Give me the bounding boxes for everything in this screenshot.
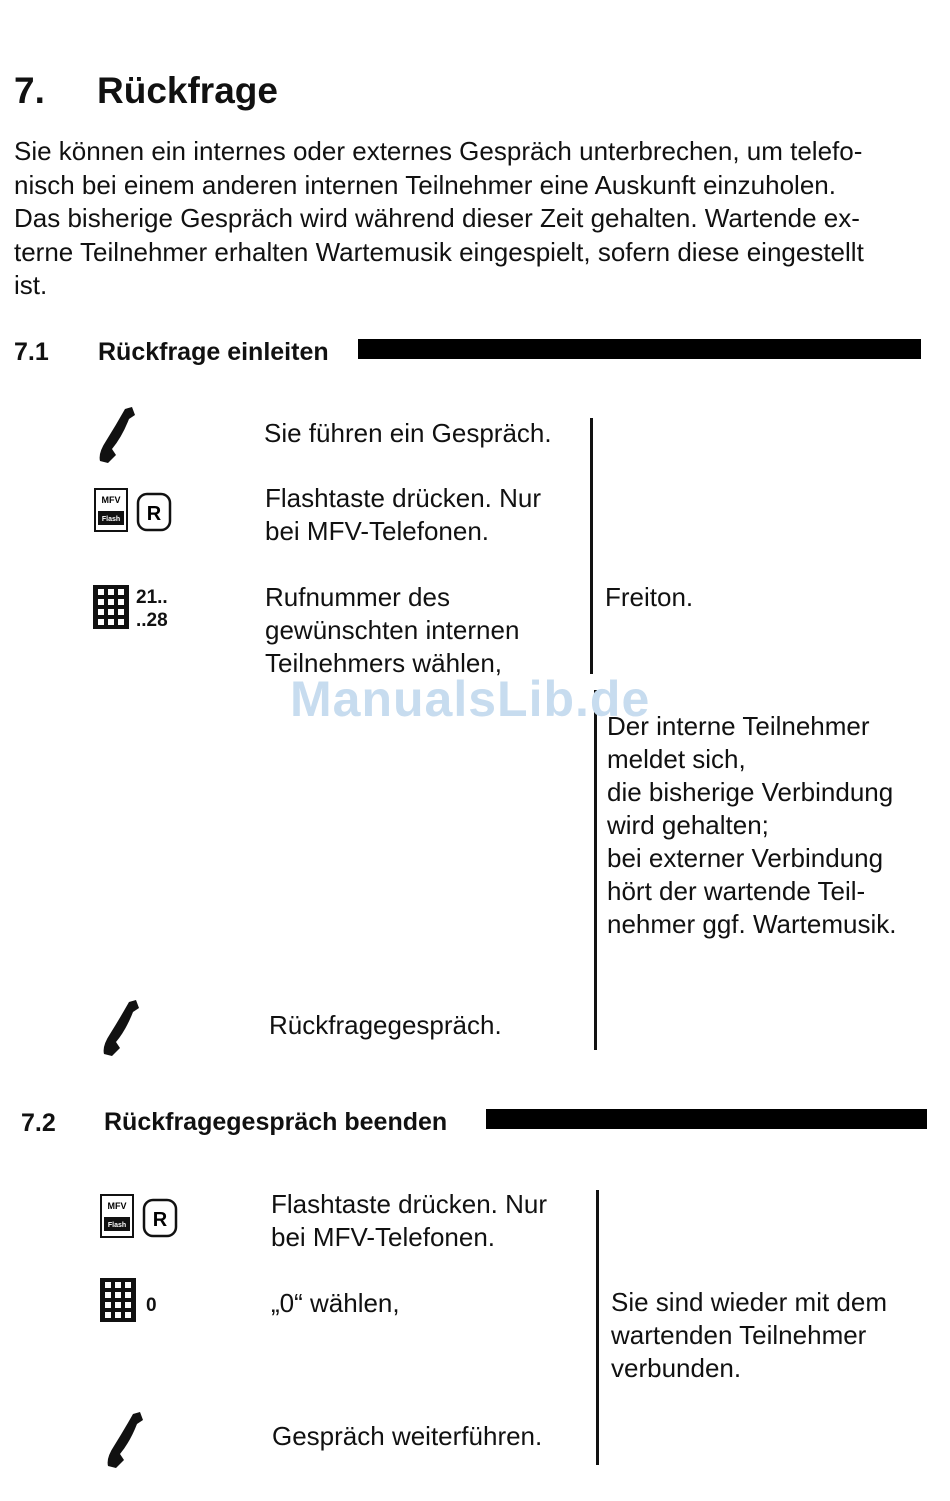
step-note: Freiton. (605, 582, 694, 612)
keypad-icon (100, 1278, 136, 1322)
section-number: 7.2 (21, 1109, 56, 1137)
step-text: Gespräch weiterführen. (272, 1421, 543, 1451)
dial-digits: 0 (146, 1295, 157, 1316)
key-label-flash: Flash (107, 1222, 127, 1229)
step-text: Flashtaste drücken. Nur bei MFV-Telefonen. (265, 483, 542, 546)
step-text: Rufnummer des gewünschten internen Teilnehmers wählen, (265, 582, 520, 678)
handset-icon (92, 405, 140, 465)
chapter-title: Rückfrage (97, 70, 278, 111)
step-text: Rückfragegespräch. (269, 1010, 502, 1040)
column-divider (594, 690, 597, 1050)
chapter-number: 7. (14, 70, 45, 111)
key-label-mfv: MFV (107, 1201, 127, 1211)
intro-line: ist. (14, 270, 48, 300)
step-note: Sie sind wieder mit dem wartenden Teilnehmer verbunden. (611, 1287, 887, 1383)
intro-line: nisch bei einem anderen internen Teilnehmer eine Auskunft einzuholen. (14, 169, 836, 200)
intro-line: terne Teilnehmer erhalten Wartemusik eingespielt, sofern diese eingestellt (14, 236, 864, 267)
step-text: Flashtaste drücken. Nur bei MFV-Telefonen. (271, 1189, 548, 1252)
watermark: ManualsLib.de (290, 671, 651, 727)
section-title: Rückfragegespräch beenden (104, 1108, 448, 1136)
section-title: Rückfrage einleiten (98, 338, 329, 366)
intro-line: Sie können ein internes oder externes Gespräch unterbrechen, um telefo- (14, 136, 863, 166)
section-number: 7.1 (14, 338, 49, 366)
step-text: „0“ wählen, (271, 1288, 400, 1318)
column-divider (590, 418, 593, 674)
key-label-r: R (146, 503, 162, 525)
column-divider (596, 1190, 599, 1465)
step-text: Sie führen ein Gespräch. (264, 418, 552, 448)
dial-digits: 21.. ..28 (136, 587, 168, 631)
step-note: Der interne Teilnehmer meldet sich, die bisherige Verbindung wird gehalten; bei externer Verbindung hört der wartende Teil- nehmer ggf. Wartemusik. (607, 711, 897, 939)
key-label-r: R (152, 1209, 168, 1231)
key-label-mfv: MFV (101, 495, 121, 505)
section-rule (358, 339, 921, 359)
intro-paragraph (14, 135, 914, 303)
intro-line: Das bisherige Gespräch wird während dieser Zeit gehalten. Wartende ex- (14, 203, 860, 233)
section-rule (486, 1109, 927, 1129)
key-label-flash: Flash (101, 516, 121, 523)
flash-key-icon (100, 1194, 184, 1240)
handset-icon (100, 1410, 148, 1470)
handset-icon (96, 998, 144, 1058)
flash-key-icon (94, 488, 178, 534)
keypad-icon (93, 585, 129, 629)
